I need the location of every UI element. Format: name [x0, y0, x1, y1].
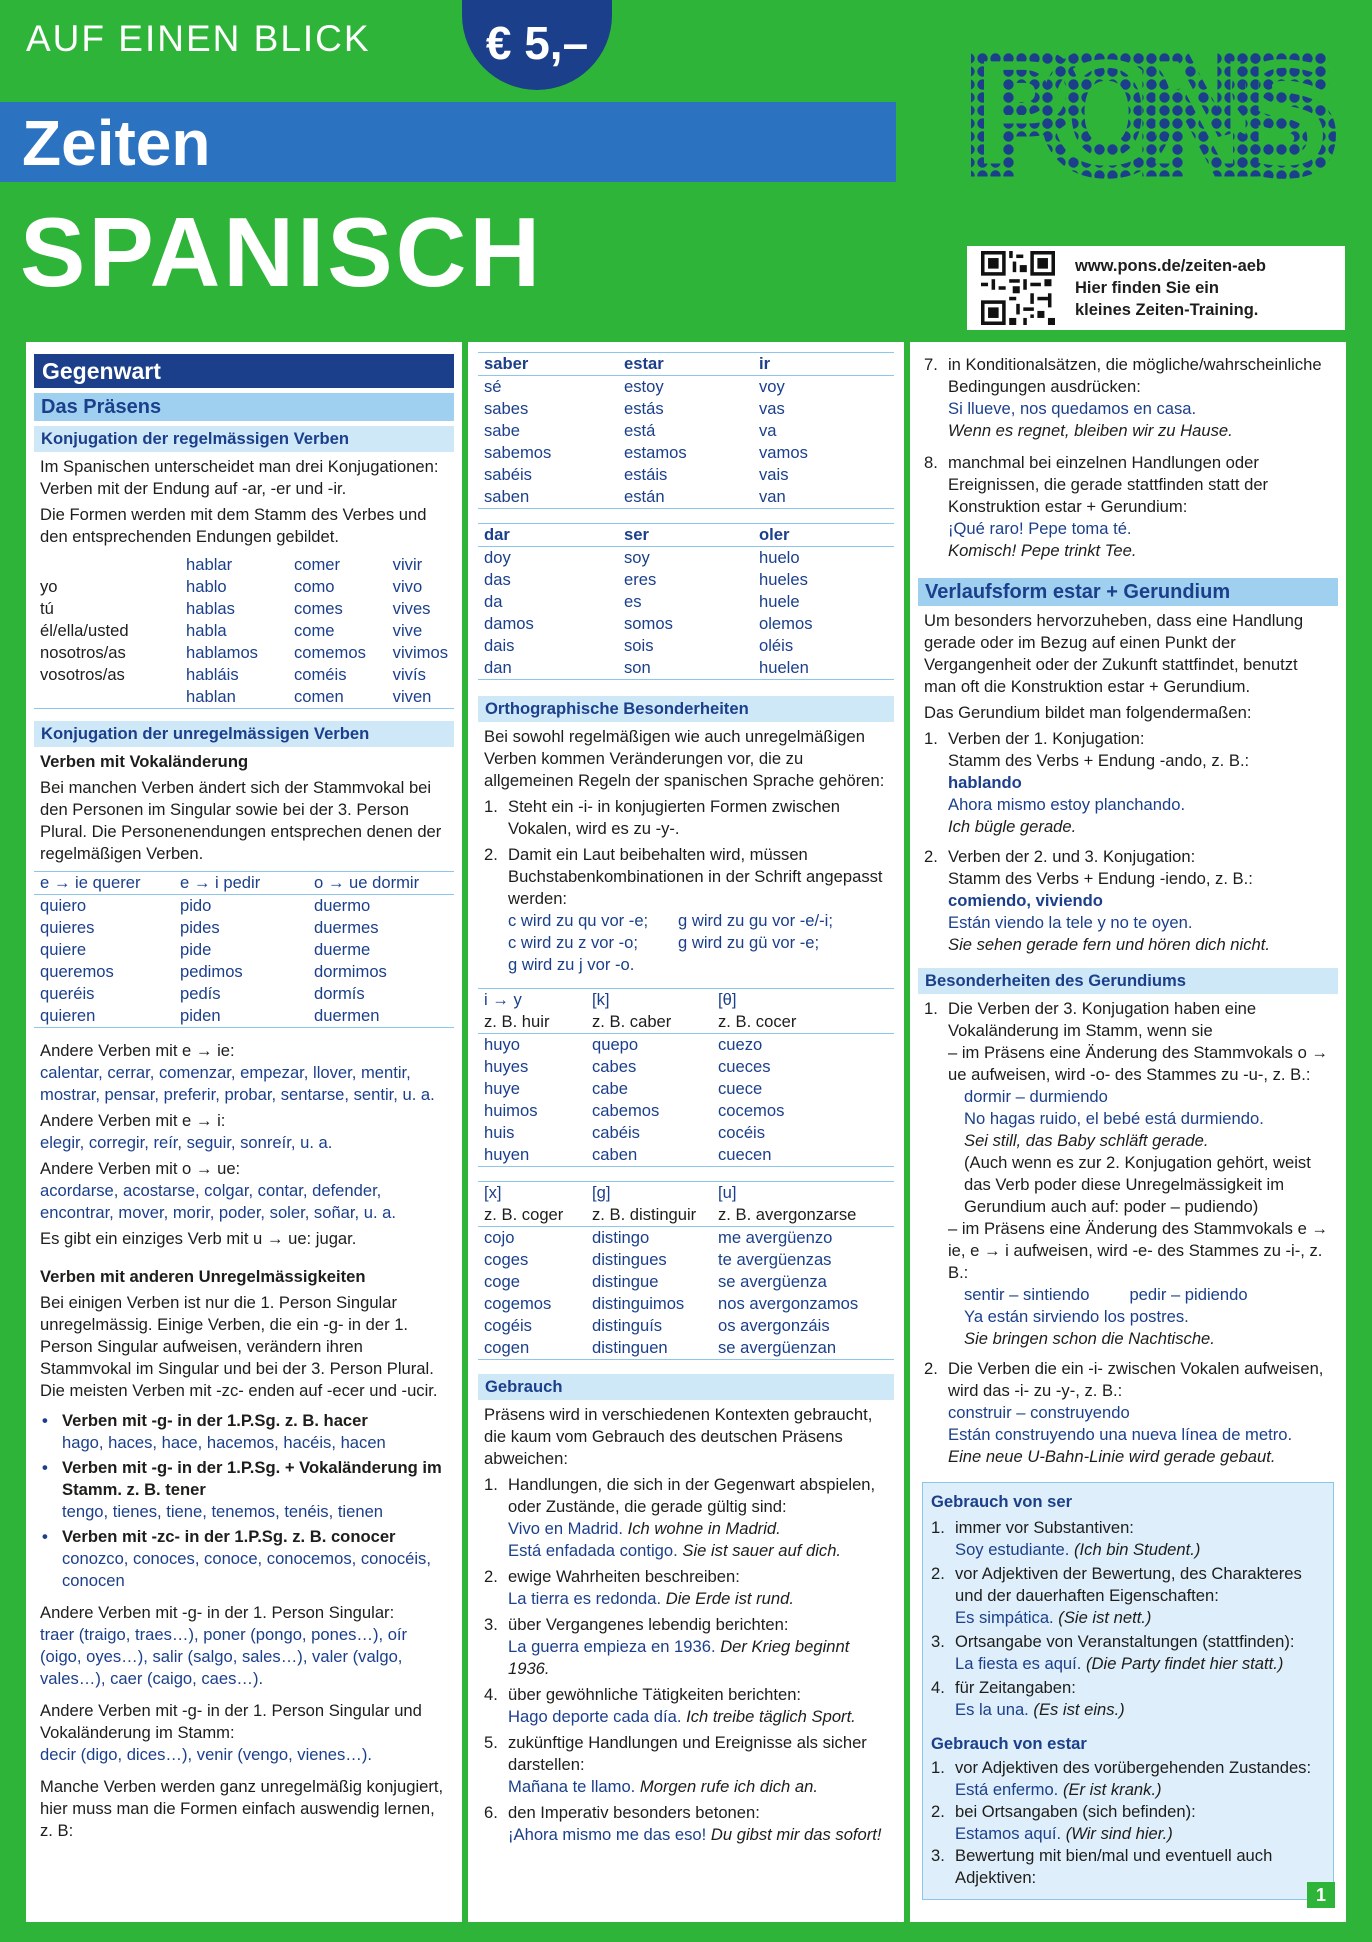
table-cell: cogen — [478, 1337, 586, 1360]
table-cell: duermen — [308, 1005, 454, 1028]
table-row — [478, 1293, 894, 1315]
table-row — [478, 486, 894, 509]
table-cell: comemos — [293, 643, 366, 662]
table-cell: quieren — [34, 1005, 174, 1028]
ie-list: calentar, cerrar, comenzar, empezar, llover, mentir, mostrar, pensar, preferir, probar, sentarse, sentir, u. a. — [40, 1063, 435, 1104]
table-row — [478, 442, 894, 464]
table-cell: comer — [293, 555, 341, 574]
table-cell: hablo — [186, 577, 227, 596]
table-cell: coge — [484, 1272, 520, 1291]
table-row — [34, 598, 454, 620]
table-row — [478, 1227, 894, 1250]
table-cell: va — [759, 421, 777, 440]
table-cell: cuezo — [718, 1035, 763, 1054]
irregular-table-2 — [478, 523, 894, 680]
i-list: elegir, corregir, reír, seguir, sonreír, u. a. — [40, 1133, 333, 1152]
table-cell: dormimos — [314, 962, 387, 981]
table-cell: hablan — [180, 686, 288, 709]
table-cell: pide — [180, 940, 212, 959]
table-cell: o → ue dormir — [308, 872, 454, 895]
table-cell: olemos — [759, 614, 813, 633]
table-cell: eres — [624, 570, 657, 589]
pons-logo — [963, 52, 1348, 182]
table-cell: z. B. coger — [478, 1204, 586, 1227]
table-cell: somos — [624, 614, 673, 633]
table-cell: [k] — [592, 990, 610, 1009]
regular-conjugation-table — [34, 554, 454, 709]
table-cell: huyen — [478, 1144, 586, 1167]
ser-item-3: 3. Ortsangabe von Veranstaltungen (stattfinden): La fiesta es aquí. (Die Party findet hier statt.) — [931, 1632, 1295, 1673]
table-row — [478, 1204, 894, 1227]
table-row — [478, 547, 894, 570]
section-irregular: Konjugation der unregelmässigen Verben — [34, 721, 454, 747]
topic-title: Zeiten — [22, 107, 211, 179]
table-cell: está — [624, 421, 656, 440]
table-cell: sabéis — [484, 465, 532, 484]
table-row — [478, 1182, 894, 1205]
ortho-table-1 — [478, 988, 894, 1167]
table-row — [478, 353, 894, 376]
table-cell: vosotros/as — [40, 665, 125, 684]
table-cell: duerme — [314, 940, 371, 959]
table-cell: sabes — [484, 399, 529, 418]
table-cell: vivís — [392, 665, 426, 684]
table-row — [478, 569, 894, 591]
table-cell: z. B. huir — [478, 1011, 586, 1034]
table-cell: están — [618, 486, 753, 509]
table-cell: pido — [180, 896, 212, 915]
estar-item-1: 1. vor Adjektiven des vorübergehenden Zustandes: Está enfermo. (Er ist krank.) — [931, 1758, 1312, 1799]
paragraph: Bei sowohl regelmäßigen wie auch unregelmäßigen Verben kommen Veränderungen vor, die zu allgemeinen Regeln der spanischen Sprache gehören: — [484, 727, 885, 790]
table-cell: él/ella/usted — [40, 621, 129, 640]
table-cell: hablas — [186, 599, 235, 618]
table-cell: huele — [759, 592, 800, 611]
table-cell: nosotros/as — [40, 643, 126, 662]
table-cell: viven — [387, 686, 454, 709]
table-cell: quiere — [40, 940, 87, 959]
table-cell: queremos — [40, 962, 114, 981]
subheading-andere: Verben mit anderen Unregelmässigkeiten — [40, 1267, 366, 1286]
table-row — [478, 464, 894, 486]
table-cell: saber — [478, 353, 618, 376]
ser-estar-box — [922, 1482, 1334, 1900]
table-cell: distinguen — [586, 1337, 712, 1360]
table-cell: huelen — [753, 657, 894, 680]
table-cell: cogemos — [484, 1294, 552, 1313]
i-intro: Andere Verben mit e → i: — [40, 1111, 226, 1130]
table-cell: cojo — [484, 1228, 515, 1247]
table-cell: cueces — [718, 1057, 771, 1076]
section-regular: Konjugation der regelmässigen Verben — [34, 426, 454, 452]
paragraph: Bei manchen Verben ändert sich der Stammvokal bei den Personen im Singular sowie bei der 3. Person Plural. Die Personenendungen entsprechen denen der regelmäßigen Verben. — [40, 778, 442, 863]
table-cell: son — [618, 657, 753, 680]
table-cell: z. B. distinguir — [586, 1204, 712, 1227]
table-cell: coges — [484, 1250, 529, 1269]
table-cell: hablamos — [186, 643, 258, 662]
table-row — [478, 376, 894, 399]
table-cell: hablar — [186, 555, 233, 574]
table-cell: soy — [624, 548, 650, 567]
table-row — [34, 686, 454, 709]
ue-intro: Andere Verben mit o → ue: — [40, 1159, 241, 1178]
series-label: AUF EINEN BLICK — [26, 18, 371, 59]
paragraph: Präsens wird in verschiedenen Kontexten gebraucht, die kaum vom Gebrauch des deutschen Präsens abweichen: — [484, 1405, 873, 1468]
table-row — [34, 576, 454, 598]
table-cell: se avergüenza — [718, 1272, 827, 1291]
table-row — [478, 524, 894, 547]
table-row — [34, 620, 454, 642]
table-cell — [34, 554, 180, 576]
table-cell: [x] — [484, 1183, 502, 1202]
bullet-g: • Verben mit -g- in der 1.P.Sg. z. B. hacer hago, haces, hace, hacemos, hacéis, hacen — [40, 1410, 448, 1454]
table-cell: doy — [484, 548, 511, 567]
section-ortho: Orthographische Besonderheiten — [478, 696, 894, 722]
table-cell: cuecen — [712, 1144, 894, 1167]
table-row — [478, 613, 894, 635]
table-cell: huyo — [484, 1035, 520, 1054]
price-badge: € 5,– — [462, 0, 612, 90]
table-cell: sabemos — [484, 443, 552, 462]
table-cell: tú — [40, 599, 54, 618]
paragraph: Die Formen werden mit dem Stamm des Verbes und den entsprechenden Endungen gebildet. — [40, 505, 427, 546]
rule: c wird zu qu vor -e; — [508, 911, 649, 930]
rule: g wird zu j vor -o. — [508, 955, 635, 974]
rule: c wird zu z vor -o; — [508, 933, 639, 952]
table-cell: come — [293, 621, 335, 640]
estar-heading: Gebrauch von estar — [931, 1734, 1087, 1753]
table-cell: vives — [392, 599, 431, 618]
table-cell: sois — [624, 636, 654, 655]
svg-text:PONS: PONS — [963, 52, 1343, 182]
rule: g wird zu gü vor -e; — [678, 933, 820, 952]
table-cell: me avergüenzo — [718, 1228, 833, 1247]
table-cell: vivimos — [392, 643, 448, 662]
table-cell: [u] — [718, 1183, 737, 1202]
table-cell: cogéis — [484, 1316, 532, 1335]
usage-item-3: 3. über Vergangenes lebendig berichten: La guerra empieza en 1936. Der Krieg beginnt 1936. — [484, 1615, 850, 1678]
paragraph: Manche Verben werden ganz unregelmäßig konjugiert, hier muss man die Formen einfach auswendig lernen, z. B: — [40, 1777, 444, 1840]
estar-item-2: 2. bei Ortsangaben (sich befinden): Estamos aquí. (Wir sind hier.) — [931, 1802, 1196, 1843]
table-cell: duermes — [314, 918, 379, 937]
table-cell: pedís — [180, 984, 221, 1003]
table-cell: quepo — [592, 1035, 639, 1054]
table-cell: da — [484, 592, 503, 611]
ie-intro: Andere Verben mit e → ie: — [40, 1041, 235, 1060]
table-cell: dormís — [314, 984, 365, 1003]
table-row — [478, 1249, 894, 1271]
qr-url[interactable]: www.pons.de/zeiten-aeb — [1075, 257, 1266, 275]
table-cell: cabe — [592, 1079, 628, 1098]
vowel-change-table — [34, 871, 454, 1028]
table-cell: estás — [624, 399, 664, 418]
gerund-item-2: 2. Verben der 2. und 3. Konjugation: Stamm des Verbs + Endung -iendo, z. B.: comiendo, viviendo Están viendo la tele y no te oyen. Sie sehen gerade fern und hören dich nicht. — [924, 847, 1270, 954]
table-cell: van — [753, 486, 894, 509]
table-cell: como — [293, 577, 335, 596]
table-cell: nos avergonzamos — [718, 1294, 859, 1313]
table-cell: comen — [288, 686, 387, 709]
table-cell: yo — [40, 577, 58, 596]
table-cell: vamos — [759, 443, 808, 462]
table-cell: z. B. cocer — [712, 1011, 894, 1034]
table-cell: cocemos — [718, 1101, 785, 1120]
usage-item-2: 2. ewige Wahrheiten beschreiben: La tierra es redonda. Die Erde ist rund. — [484, 1567, 794, 1608]
qr-code-icon[interactable] — [981, 251, 1055, 325]
table-cell: comes — [293, 599, 343, 618]
table-cell: saben — [478, 486, 618, 509]
irregular-table-1 — [478, 352, 894, 509]
table-cell: vas — [759, 399, 785, 418]
table-row — [478, 1078, 894, 1100]
section-praesens: Das Präsens — [34, 393, 454, 421]
page-number: 1 — [1307, 1882, 1335, 1908]
table-cell: te avergüenzas — [718, 1250, 832, 1269]
table-row — [478, 1034, 894, 1057]
table-row — [34, 917, 454, 939]
table-cell: dar — [478, 524, 618, 547]
g-intro: Andere Verben mit -g- in der 1. Person Singular: — [40, 1603, 395, 1622]
table-cell: coméis — [293, 665, 347, 684]
table-cell: huyes — [484, 1057, 529, 1076]
usage-item-8: 8. manchmal bei einzelnen Handlungen oder Ereignissen, die gerade stattfinden statt der Konstruktion estar + Gerundium: ¡Qué raro! Pepe toma té. Komisch! Pepe trinkt Tee. — [924, 453, 1269, 560]
table-row — [34, 1005, 454, 1028]
table-row — [478, 989, 894, 1012]
table-row — [34, 664, 454, 686]
table-cell: huye — [484, 1079, 520, 1098]
table-cell: pedimos — [180, 962, 243, 981]
table-cell: vivir — [392, 555, 423, 574]
ue-list: acordarse, acostarse, colgar, contar, defender, encontrar, mover, morir, poder, soler, soñar, u. a. — [40, 1181, 397, 1222]
table-cell: os avergonzáis — [718, 1316, 830, 1335]
table-cell: ir — [753, 353, 894, 376]
gerund-item-1: 1. Verben der 1. Konjugation: Stamm des Verbs + Endung -ando, z. B.: hablando Ahora mismo estoy planchando. Ich bügle gerade. — [924, 729, 1250, 836]
table-cell: duermo — [314, 896, 371, 915]
table-row — [478, 1315, 894, 1337]
table-cell: vivo — [392, 577, 423, 596]
table-cell: quieres — [40, 918, 95, 937]
table-cell: pides — [180, 918, 220, 937]
table-cell: vive — [392, 621, 423, 640]
subheading-vokal: Verben mit Vokaländerung — [40, 752, 249, 771]
table-cell: sé — [484, 377, 502, 396]
section-verlaufsform: Verlaufsform estar + Gerundium — [918, 578, 1338, 606]
table-row — [34, 939, 454, 961]
gv-list: decir (digo, dices…), venir (vengo, vienes…). — [40, 1745, 373, 1764]
paragraph: Bei einigen Verben ist nur die 1. Person Singular unregelmässig. Einige Verben, die ein -g- in der 1. Person Singular aufweisen, verändern ihren Stammvokal im Singular und bei der 3. Person Plural. Die meisten Verben mit -zc- enden auf -ecer und -ucir. — [40, 1293, 438, 1400]
usage-item-4: 4. über gewöhnliche Tätigkeiten berichten: Hago deporte cada día. Ich treibe täglich Sport. — [484, 1685, 856, 1726]
column-3 — [910, 342, 1346, 1922]
table-cell: oler — [753, 524, 894, 547]
ortho-item-1: 1. Steht ein -i- in konjugierten Formen zwischen Vokalen, wird es zu -y-. — [484, 797, 841, 838]
usage-item-1: 1. Handlungen, die sich in der Gegenwart abspielen, oder Zustände, die gerade gültig sind: Vivo en Madrid. Ich wohne in Madrid. Está enfadada contigo. Sie ist sauer auf dich. — [484, 1475, 876, 1560]
table-cell: cabemos — [592, 1101, 660, 1120]
table-cell: voy — [759, 377, 785, 396]
usage-item-5: 5. zukünftige Handlungen und Ereignisse als sicher darstellen: Mañana te llamo. Morgen rufe ich dich an. — [484, 1733, 867, 1796]
table-cell: [θ] — [718, 990, 737, 1009]
table-cell: distinguimos — [592, 1294, 685, 1313]
table-cell: ser — [618, 524, 753, 547]
table-row — [478, 1011, 894, 1034]
qr-line2: kleines Zeiten-Training. — [1075, 301, 1259, 319]
gv-intro: Andere Verben mit -g- in der 1. Person Singular und Vokaländerung im Stamm: — [40, 1701, 422, 1742]
table-cell: z. B. avergonzarse — [712, 1204, 894, 1227]
table-cell: cuece — [718, 1079, 763, 1098]
table-row — [34, 872, 454, 895]
ortho-table-2 — [478, 1181, 894, 1360]
ser-item-4: 4. für Zeitangaben: Es la una. (Es ist eins.) — [931, 1678, 1125, 1719]
table-row — [34, 983, 454, 1005]
column-2 — [468, 342, 904, 1922]
qr-line1: Hier finden Sie ein — [1075, 279, 1219, 297]
table-cell: das — [484, 570, 511, 589]
special-item-1: 1. Die Verben der 3. Konjugation haben eine Vokaländerung im Stamm, wenn sie – im Präsens eine Änderung des Stammvokals o → ue aufweisen, wird -o- des Stammes zu -u-, z. B.: dormir – durmiendo No hagas ruido, el bebé está durmiendo. Sei still, das Baby schläft gerade. (Auch wenn es zur 2. Konjugation gehört, weist das Verb poder diese Unregelmässigkeit im Gerundium auch auf: poder – pudiendo) – im Präsens eine Änderung des Stammvokals e → ie, e → i aufweisen, wird -e- des Stammes zu -i-, z. B.: sentir – sintiendo pedir – pidiendo Ya están sirviendo los postres. Sie bringen schon die Nachtische. — [924, 999, 1328, 1348]
table-cell: caben — [586, 1144, 712, 1167]
table-cell: z. B. caber — [586, 1011, 712, 1034]
table-row — [478, 420, 894, 442]
table-cell: distingo — [592, 1228, 650, 1247]
ser-item-1: 1. immer vor Substantiven: Soy estudiante. (Ich bin Student.) — [931, 1518, 1201, 1559]
estar-item-3: 3. Bewertung mit bien/mal und eventuell auch Adjektiven: — [931, 1846, 1273, 1887]
u-ue-note: Es gibt ein einziges Verb mit u → ue: jugar. — [40, 1229, 357, 1248]
ortho-item-2: 2. Damit ein Laut beibehalten wird, müssen Buchstabenkombinationen in der Schrift angepasst werden: c wird zu qu vor -e; g wird zu gu vor -e/-i; c wird zu z vor -o; g wird zu gü vor -e; g wird zu j vor -o. — [484, 844, 888, 976]
table-cell: e → ie querer — [34, 872, 174, 895]
table-row — [478, 1100, 894, 1122]
table-cell: huimos — [484, 1101, 538, 1120]
table-cell: cocéis — [718, 1123, 766, 1142]
table-cell: distinguís — [592, 1316, 663, 1335]
table-cell: [g] — [592, 1183, 611, 1202]
table-cell: se avergüenzan — [712, 1337, 894, 1360]
table-cell: estamos — [624, 443, 687, 462]
table-cell: sabe — [484, 421, 520, 440]
table-row — [478, 1122, 894, 1144]
ser-item-2: 2. vor Adjektiven der Bewertung, des Charakteres und der dauerhaften Eigenschaften: Es simpática. (Sie ist nett.) — [931, 1564, 1302, 1627]
section-gegenwart: Gegenwart — [34, 354, 454, 388]
table-row — [478, 1056, 894, 1078]
usage-item-6: 6. den Imperativ besonders betonen: ¡Ahora mismo me das eso! Du gibst mir das sofort! — [484, 1803, 882, 1844]
table-cell: dais — [484, 636, 515, 655]
table-cell: e → i pedir — [174, 872, 308, 895]
qr-box — [967, 246, 1345, 330]
table-row — [478, 1337, 894, 1360]
language-title: SPANISCH — [20, 197, 544, 307]
table-cell: vais — [759, 465, 789, 484]
table-cell: cabéis — [592, 1123, 640, 1142]
table-row — [478, 1271, 894, 1293]
paragraph: Das Gerundium bildet man folgendermaßen: — [924, 703, 1252, 722]
table-row — [478, 657, 894, 680]
table-cell: quiero — [40, 896, 87, 915]
table-cell: huis — [484, 1123, 515, 1142]
table-row — [478, 398, 894, 420]
table-cell: estoy — [624, 377, 664, 396]
table-row — [478, 635, 894, 657]
table-cell: piden — [174, 1005, 308, 1028]
table-cell: distingue — [592, 1272, 659, 1291]
table-cell: cabes — [592, 1057, 637, 1076]
table-cell: i → y — [484, 990, 522, 1009]
table-row — [34, 554, 454, 576]
table-cell: dan — [478, 657, 618, 680]
table-cell: estáis — [624, 465, 668, 484]
table-cell: habla — [186, 621, 227, 640]
table-cell: estar — [618, 353, 753, 376]
table-cell: es — [624, 592, 642, 611]
g-list: traer (traigo, traes…), poner (pongo, pones…), oír (oigo, oyes…), salir (salgo, sales…), valer (valgo, vales…), caer (caigo, caes…). — [40, 1625, 408, 1688]
table-cell: queréis — [40, 984, 95, 1003]
bullet-g-vokal: • Verben mit -g- in der 1.P.Sg. + Vokaländerung im Stamm. z. B. tener tengo, tienes, tiene, tenemos, tenéis, tienen — [40, 1457, 448, 1523]
paragraph: Im Spanischen unterscheidet man drei Konjugationen: Verben mit der Endung auf -ar, -er und -ir. — [40, 457, 439, 498]
ser-heading: Gebrauch von ser — [931, 1492, 1073, 1511]
table-row — [34, 961, 454, 983]
column-1 — [26, 342, 462, 1922]
table-row — [34, 642, 454, 664]
table-cell: distingues — [592, 1250, 667, 1269]
section-gebrauch: Gebrauch — [478, 1374, 894, 1400]
paragraph: Um besonders hervorzuheben, dass eine Handlung gerade oder im Bezug auf einen Punkt der Vergangenheit oder der Zukunft stattfindet, benutzt man oft die Konstruktion estar + Gerundium. — [924, 611, 1304, 696]
table-cell: hueles — [759, 570, 808, 589]
table-row — [478, 1144, 894, 1167]
table-row — [478, 591, 894, 613]
table-cell: habláis — [186, 665, 239, 684]
rule: g wird zu gu vor -e/-i; — [678, 911, 833, 930]
table-row — [34, 895, 454, 918]
table-cell: damos — [484, 614, 534, 633]
section-besonderheiten: Besonderheiten des Gerundiums — [918, 968, 1338, 994]
bullet-zc: • Verben mit -zc- in der 1.P.Sg. z. B. conocer conozco, conoces, conoce, conocemos, conocéis, conocen — [40, 1526, 448, 1592]
table-cell — [34, 686, 180, 709]
usage-item-7: 7. in Konditionalsätzen, die mögliche/wahrscheinliche Bedingungen ausdrücken: Si llueve, nos quedamos en casa. Wenn es regnet, bleiben wir zu Hause. — [924, 355, 1322, 440]
table-cell: huelo — [759, 548, 800, 567]
table-cell: oléis — [759, 636, 794, 655]
special-item-2: 2. Die Verben die ein -i- zwischen Vokalen aufweisen, wird das -i- zu -y-, z. B.: construir – construyendo Están construyendo una nueva línea de metro. Eine neue U-Bahn-Linie wird gerade gebaut. — [924, 1359, 1324, 1466]
